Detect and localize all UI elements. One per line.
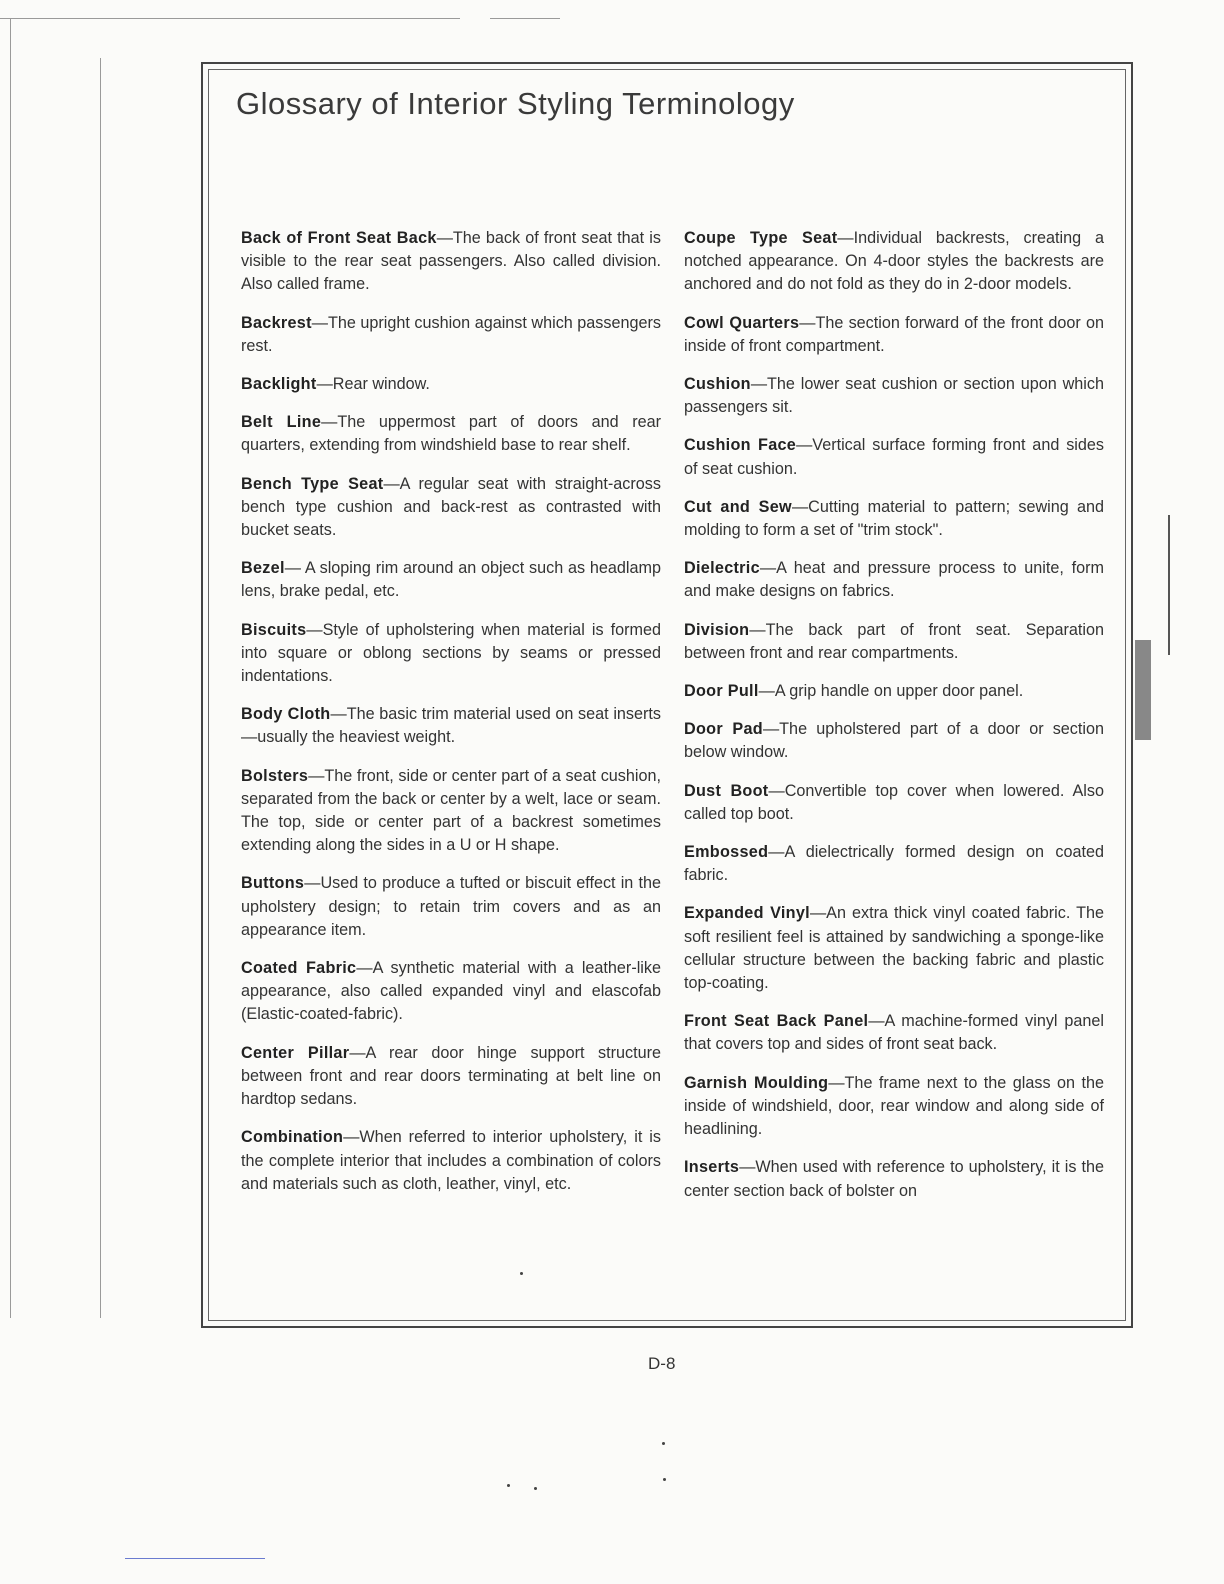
em-dash: — <box>356 959 373 978</box>
glossary-entry <box>241 411 661 457</box>
em-dash: — <box>306 620 323 639</box>
glossary-definition: Rear window. <box>332 375 430 394</box>
glossary-definition: A synthetic material with a leather-like appearance, also called expanded vinyl and elascofab (Elastic-coated-fabric). <box>241 959 662 1024</box>
em-dash: — <box>768 843 785 862</box>
glossary-term: Belt Line <box>241 413 322 432</box>
em-dash: — <box>349 1043 366 1062</box>
em-dash: — <box>321 413 338 432</box>
glossary-definition: The frame next to the glass on the inside of windshield, door, rear window and along side of headlining. <box>684 1073 1104 1139</box>
em-dash: — <box>284 559 301 578</box>
em-dash: — <box>762 720 780 739</box>
scan-speck <box>662 1442 665 1445</box>
em-dash: — <box>311 313 328 332</box>
glossary-term: Division <box>684 620 750 639</box>
em-dash: — <box>739 1158 756 1177</box>
scan-edge-bottom <box>125 1558 265 1559</box>
glossary-term: Combination <box>241 1128 344 1147</box>
scan-speck <box>507 1484 510 1487</box>
glossary-definition: The upright cushion against which passengers rest. <box>241 313 661 355</box>
glossary-term: Biscuits <box>241 620 307 639</box>
glossary-term: Door Pad <box>684 720 763 739</box>
glossary-definition: Vertical surface forming front and sides of seat cushion. <box>684 436 1104 478</box>
glossary-entry <box>684 680 1104 703</box>
glossary-entry <box>241 619 661 689</box>
glossary-definition: A dielectrically formed design on coated fabric. <box>684 843 1104 885</box>
glossary-definition: A rear door hinge support structure between front and rear doors terminating at belt line on hardtop sedans. <box>241 1043 661 1109</box>
glossary-term: Bolsters <box>241 766 309 785</box>
glossary-term: Cut and Sew <box>684 497 792 516</box>
em-dash: — <box>316 375 333 394</box>
scan-edge-right-mark <box>1168 515 1170 655</box>
glossary-definition: Cutting material to pattern; sewing and molding to form a set of "trim stock". <box>684 497 1105 540</box>
scan-edge-left-inner <box>100 58 101 1318</box>
em-dash: — <box>750 375 768 394</box>
glossary-definition: The back part of front seat. Separation between front and rear compartments. <box>684 620 1104 662</box>
em-dash: — <box>809 904 827 923</box>
em-dash: — <box>791 497 809 516</box>
glossary-term: Front Seat Back Panel <box>684 1012 869 1031</box>
glossary-term: Expanded Vinyl <box>684 904 810 923</box>
glossary-entry <box>684 780 1104 826</box>
glossary-entry <box>684 841 1104 887</box>
em-dash: — <box>837 229 854 247</box>
scan-speck <box>663 1478 666 1481</box>
em-dash: — <box>759 559 777 578</box>
em-dash: — <box>799 313 816 332</box>
em-dash: — <box>796 436 813 455</box>
glossary-term: Door Pull <box>684 682 759 701</box>
glossary-definition: The section forward of the front door on inside of front compartment. <box>684 313 1104 355</box>
glossary-entry <box>684 619 1104 665</box>
em-dash: — <box>749 620 766 639</box>
glossary-term: Inserts <box>684 1158 740 1177</box>
glossary-term: Dielectric <box>684 559 760 578</box>
glossary-term: Garnish Moulding <box>684 1073 829 1092</box>
glossary-column-right <box>684 227 1104 1218</box>
glossary-definition: Convertible top cover when lowered. Also called top boot. <box>684 781 1104 823</box>
glossary-definition: A machine-formed vinyl panel that covers top and sides of front seat back. <box>684 1012 1104 1054</box>
glossary-definition: The front, side or center part of a seat cushion, separated from the back or center by a welt, lace or seam. The top, side or center part of a backrest sometimes extending along the sides in a U or H shape. <box>241 766 661 855</box>
glossary-entry <box>684 373 1104 419</box>
glossary-entry <box>241 1126 661 1196</box>
glossary-definition: Individual backrests, creating a notched appearance. On 4-door styles the backrests are anchored and do not fold as they do in 2-door models. <box>684 229 1105 294</box>
scan-edge-top-short <box>490 18 560 19</box>
glossary-entry <box>684 227 1104 297</box>
glossary-entry <box>684 312 1104 358</box>
glossary-term: Body Cloth <box>241 705 331 724</box>
glossary-entry <box>241 1042 661 1112</box>
glossary-entry <box>241 957 661 1027</box>
glossary-entry <box>241 312 661 358</box>
scan-edge-right-block <box>1135 640 1151 740</box>
em-dash: — <box>436 229 453 247</box>
glossary-term: Backlight <box>241 375 317 394</box>
scan-speck <box>520 1272 523 1275</box>
glossary-term: Coated Fabric <box>241 959 357 978</box>
glossary-definition: Style of upholstering when material is formed into square or oblong sections by seams or pressed indentations. <box>241 620 661 686</box>
glossary-entry <box>241 872 661 942</box>
glossary-entry <box>684 1156 1104 1202</box>
glossary-term: Cowl Quarters <box>684 313 800 332</box>
glossary-definition: The upholstered part of a door or section below window. <box>684 720 1104 762</box>
glossary-term: Embossed <box>684 843 769 862</box>
glossary-term: Backrest <box>241 313 312 332</box>
glossary-definition: An extra thick vinyl coated fabric. The soft resilient feel is attained by sandwiching a sponge-like cellular structure between the backing fabric and plastic top-coating. <box>684 904 1104 993</box>
glossary-definition: Used to produce a tufted or biscuit effect in the upholstery design; to retain trim covers and as an appearance item. <box>241 874 661 939</box>
glossary-definition: A heat and pressure process to unite, form and make designs on fabrics. <box>684 559 1104 601</box>
em-dash: — <box>308 766 325 785</box>
glossary-definition: A regular seat with straight-across bench type cushion and back-rest as contrasted with bucket seats. <box>241 474 661 540</box>
page-title: Glossary of Interior Styling Terminology <box>236 86 795 121</box>
glossary-entry <box>684 1072 1104 1142</box>
glossary-column-left <box>241 227 661 1211</box>
em-dash: — <box>383 474 400 493</box>
glossary-term: Bench Type Seat <box>241 474 384 493</box>
glossary-entry <box>241 703 661 749</box>
em-dash: — <box>758 682 775 701</box>
glossary-entry <box>684 557 1104 603</box>
glossary-definition: The basic trim material used on seat inserts—usually the heaviest weight. <box>241 705 661 747</box>
glossary-term: Buttons <box>241 874 305 893</box>
glossary-term: Cushion <box>684 375 751 394</box>
glossary-term: Back of Front Seat Back <box>241 229 437 247</box>
glossary-entry <box>684 496 1104 542</box>
scan-edge-top <box>0 18 460 19</box>
em-dash: — <box>868 1012 885 1031</box>
glossary-term: Dust Boot <box>684 781 769 800</box>
glossary-term: Center Pillar <box>241 1043 350 1062</box>
glossary-definition: The back of front seat that is visible to the rear seat passengers. Also called division. Also called frame. <box>241 229 661 294</box>
glossary-definition: A grip handle on upper door panel. <box>774 682 1024 701</box>
glossary-definition: When used with reference to upholstery, it is the center section back of bolster on <box>684 1158 1104 1200</box>
glossary-entry <box>241 473 661 543</box>
em-dash: — <box>828 1073 845 1092</box>
glossary-entry <box>684 902 1104 995</box>
glossary-entry <box>241 373 661 396</box>
scan-speck <box>534 1487 537 1490</box>
glossary-definition: The uppermost part of doors and rear quarters, extending from windshield base to rear shelf. <box>241 413 661 455</box>
glossary-entry <box>684 718 1104 764</box>
glossary-entry <box>241 227 661 297</box>
em-dash: — <box>343 1128 360 1147</box>
glossary-term: Bezel <box>241 559 285 578</box>
em-dash: — <box>768 781 785 800</box>
page-number: D-8 <box>648 1354 676 1373</box>
glossary-entry <box>684 1010 1104 1056</box>
glossary-definition: The lower seat cushion or section upon which passengers sit. <box>684 375 1104 417</box>
glossary-entry <box>241 557 661 603</box>
glossary-definition: A sloping rim around an object such as headlamp lens, brake pedal, etc. <box>241 559 661 601</box>
scan-edge-left <box>10 18 11 1318</box>
glossary-term: Cushion Face <box>684 436 797 455</box>
glossary-entry <box>241 765 661 858</box>
glossary-entry <box>684 434 1104 480</box>
glossary-definition: When referred to interior upholstery, it is the complete interior that includes a combination of colors and materials such as cloth, leather, vinyl, etc. <box>241 1128 661 1193</box>
em-dash: — <box>304 874 321 893</box>
glossary-term: Coupe Type Seat <box>684 229 838 247</box>
em-dash: — <box>330 705 347 724</box>
